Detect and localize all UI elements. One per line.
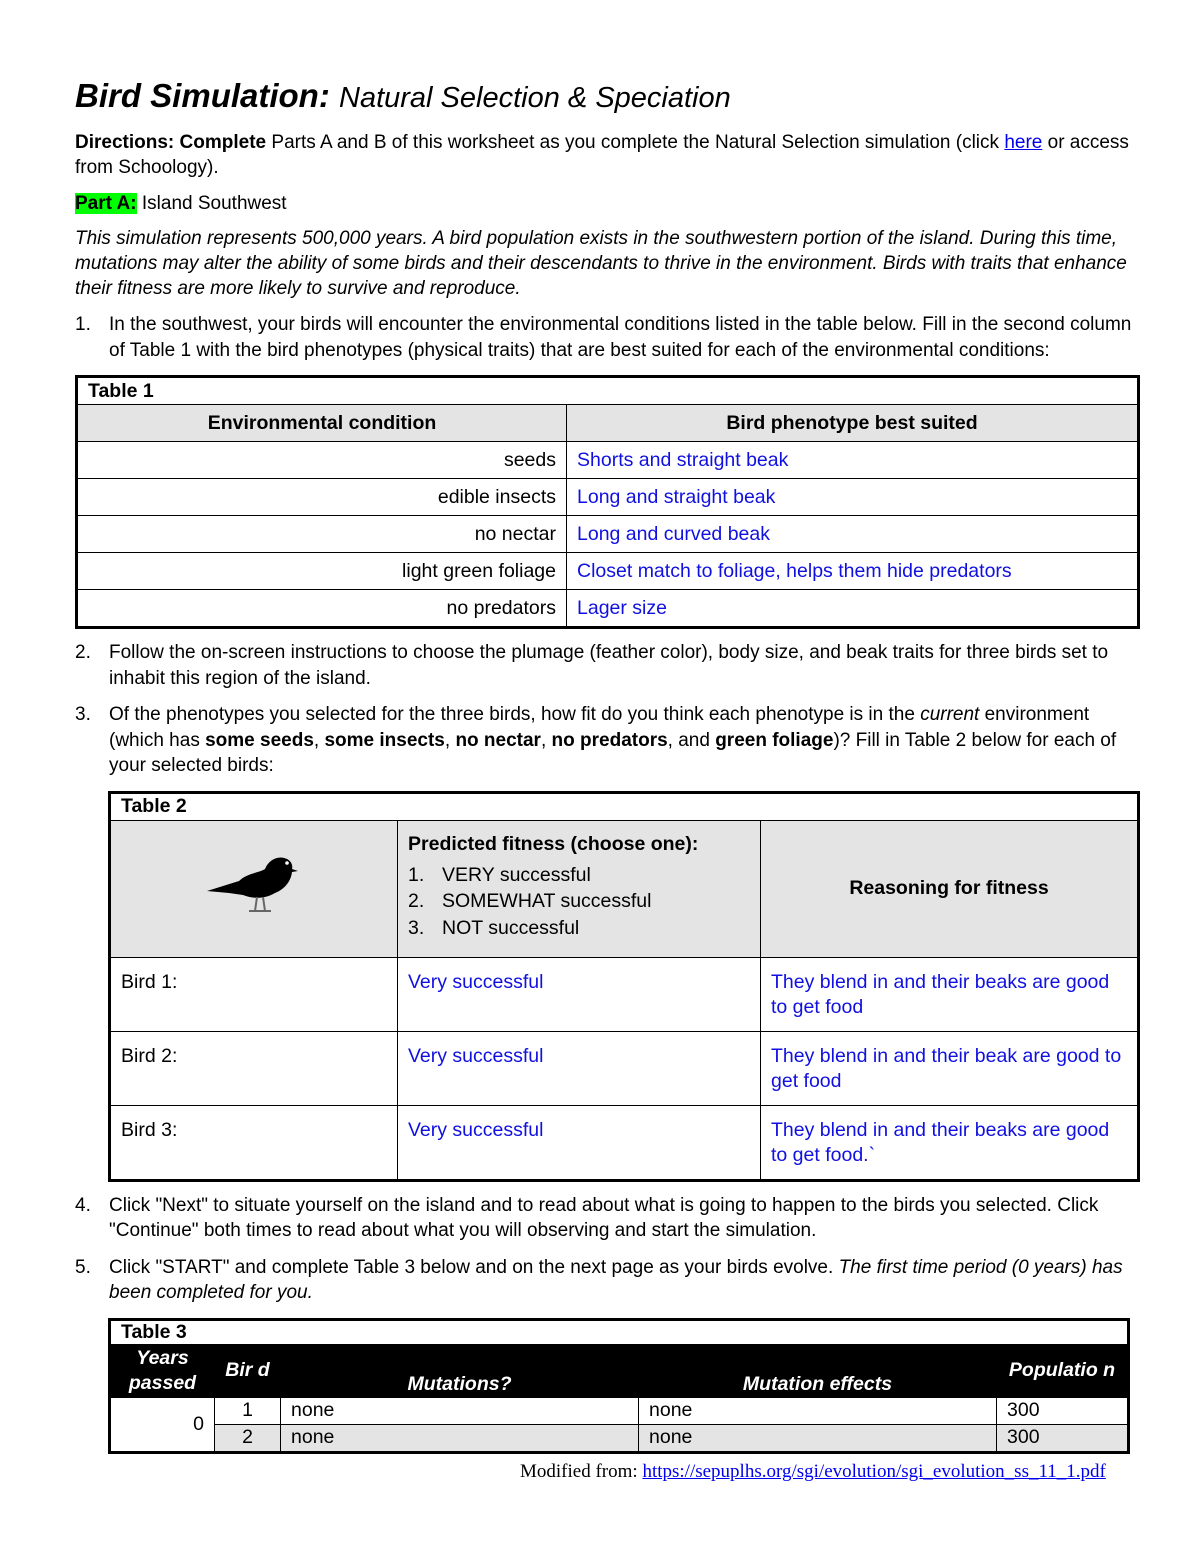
question-3: 3. Of the phenotypes you selected for the three birds, how fit do you think each phenotype is in the current environment (which has some seeds, some insects, no nectar, no predators, and green foliage)? Fill in Table 2 below for each of your selected birds: [75, 704, 1117, 776]
table-row: no nectar Long and curved beak [77, 516, 1139, 553]
reason-field[interactable]: They blend in and their beaks are good to get food [761, 957, 1139, 1031]
table-row: Bird 1: Very successful They blend in and their beaks are good to get food [110, 957, 1139, 1031]
table-2-caption: Table 2 [110, 792, 1139, 820]
header-effects: Mutation effects [639, 1344, 997, 1397]
header-phenotype: Bird phenotype best suited [567, 405, 1139, 442]
answer-field[interactable]: Lager size [567, 590, 1139, 628]
table-row: no predators Lager size [77, 590, 1139, 628]
answer-field[interactable]: Long and curved beak [567, 516, 1139, 553]
table-row: Bird 2: Very successful They blend in and their beak are good to get food [110, 1031, 1139, 1105]
directions: Directions: Complete Parts A and B of this worksheet as you complete the Natural Selection simulation (click here or access from Schoology). [75, 132, 1129, 178]
question-1: 1. In the southwest, your birds will encounter the environmental conditions listed in the table below. Fill in the second column of Table 1 with the bird phenotypes (physical traits) that are best suited for each of the environmental conditions: [75, 314, 1132, 361]
answer-field[interactable]: Long and straight beak [567, 479, 1139, 516]
blackbird-icon [199, 851, 309, 921]
question-4: 4. Click "Next" to situate yourself on the island and to read about what is going to happen to the birds you selected. Click "Continue" both times to read about what you will observing and start the simulation. [75, 1194, 1099, 1241]
header-years: Years passed [110, 1344, 215, 1397]
table-row: edible insects Long and straight beak [77, 479, 1139, 516]
source-link[interactable]: https://sepuplhs.org/sgi/evolution/sgi_evolution_ss_11_1.pdf [642, 1461, 1106, 1482]
question-5: 5. Click "START" and complete Table 3 below and on the next page as your birds evolve. The first time period (0 years) has been completed for you. [75, 1256, 1123, 1303]
table-2 [108, 791, 1140, 1182]
header-condition: Environmental condition [77, 405, 567, 442]
fitness-header-cell: Predicted fitness (choose one): 1. VERY successful 2. SOMEWHAT successful 3. NOT successful [398, 820, 761, 957]
here-link[interactable]: here [1004, 132, 1043, 153]
fitness-options: 1. VERY successful 2. SOMEWHAT successful 3. NOT successful [408, 863, 652, 939]
table-1-caption: Table 1 [77, 377, 1139, 405]
header-bird: Bir d [215, 1344, 281, 1397]
page-title: Bird Simulation: Natural Selection & Speciation [75, 77, 731, 114]
answer-field[interactable]: Closet match to foliage, helps them hide predators [567, 553, 1139, 590]
reason-field[interactable]: They blend in and their beaks are good to get food.` [761, 1105, 1139, 1180]
table-row: seeds Shorts and straight beak [77, 442, 1139, 479]
table-row: 2 none none 300 [110, 1424, 1129, 1452]
header-population: Populatio n [997, 1344, 1129, 1397]
header-mutations: Mutations? [281, 1344, 639, 1397]
question-list [75, 640, 1140, 779]
question-list [75, 1193, 1140, 1306]
reasoning-header: Reasoning for fitness [761, 820, 1139, 957]
worksheet-page [75, 70, 1140, 1454]
fitness-field[interactable]: Very successful [398, 957, 761, 1031]
table-3-caption: Table 3 [110, 1319, 1129, 1344]
table-row: light green foliage Closet match to foliage, helps them hide predators [77, 553, 1139, 590]
footer: Modified from: https://sepuplhs.org/sgi/evolution/sgi_evolution_ss_11_1.pdf [520, 1461, 1106, 1482]
table-row: 0 1 none none 300 [110, 1397, 1129, 1424]
question-2: 2. Follow the on-screen instructions to choose the plumage (feather color), body size, and beak traits for three birds set to inhabit this region of the island. [75, 642, 1109, 689]
part-a-heading: Part A: Island Southwest [75, 193, 287, 214]
fitness-field[interactable]: Very successful [398, 1031, 761, 1105]
bird-image-cell [110, 820, 398, 957]
table-3 [108, 1318, 1130, 1454]
answer-field[interactable]: Shorts and straight beak [567, 442, 1139, 479]
table-1 [75, 375, 1140, 629]
fitness-field[interactable]: Very successful [398, 1105, 761, 1180]
intro-text: This simulation represents 500,000 years. A bird population exists in the southwestern portion of the island. During this time, mutations may alter the ability of some birds and their descendants to thrive in the environment. Birds with traits that enhance their fitness are more likely to survive and reproduce. [75, 228, 1127, 299]
years-cell: 0 [110, 1397, 215, 1452]
question-list [75, 312, 1140, 363]
table-row: Bird 3: Very successful They blend in and their beaks are good to get food.` [110, 1105, 1139, 1180]
reason-field[interactable]: They blend in and their beak are good to get food [761, 1031, 1139, 1105]
